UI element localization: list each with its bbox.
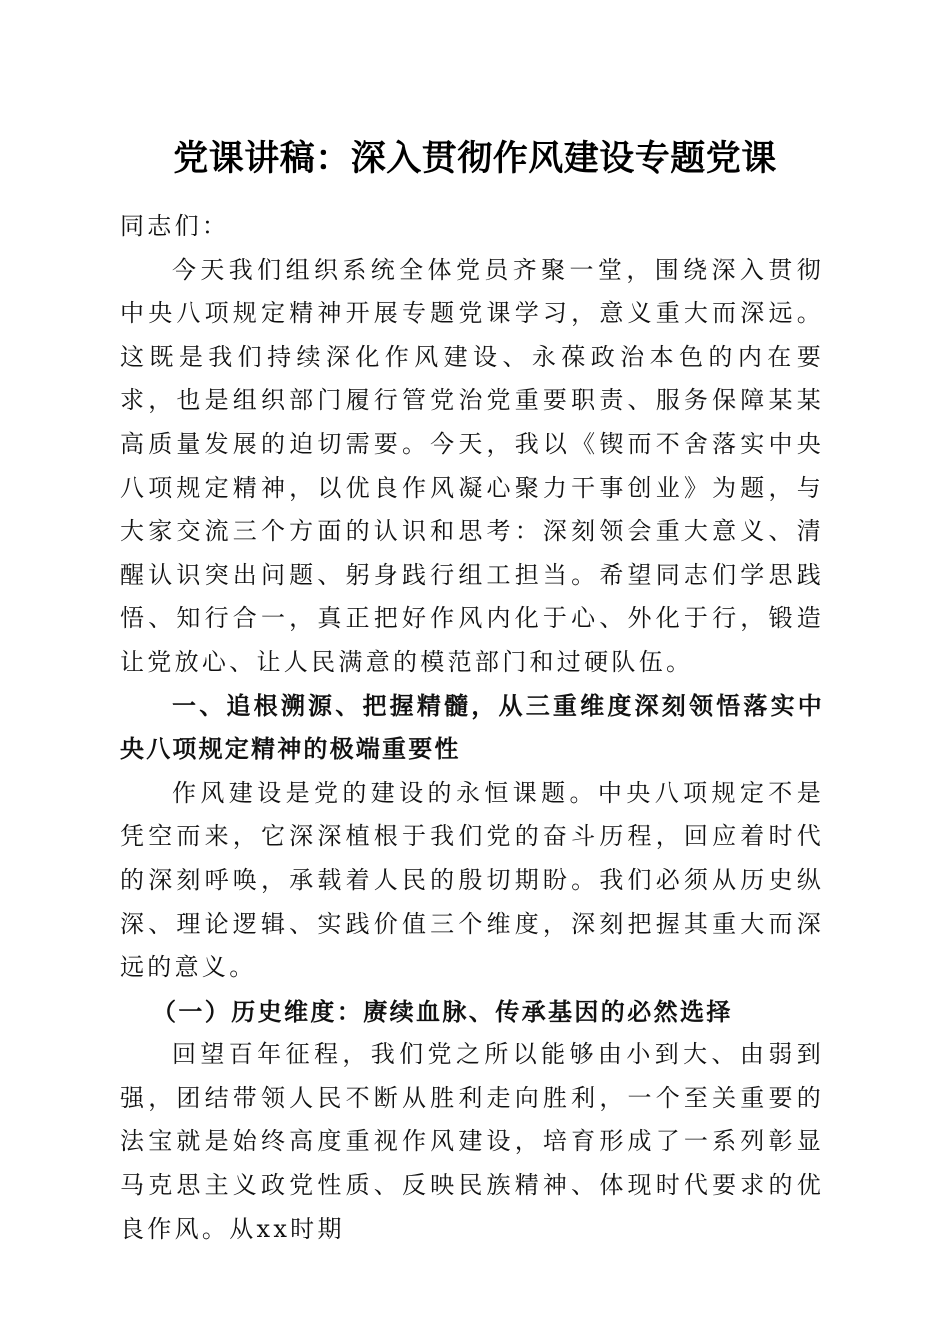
document-title: 党课讲稿：深入贯彻作风建设专题党课 [173,139,777,179]
salutation: 同志们： [120,212,230,240]
section-1-paragraph: 作风建设是党的建设的永恒课题。中央八项规定不是凭空而来，它深深植根于我们党的奋斗历程，回应着时代的深刻呼唤，承载着人民的殷切期盼。我们必须从历史纵深、理论逻辑、实践价值三个维度，深刻把握其重大而深远的意义。 [120,778,824,982]
section-heading-1: 一、追根溯源、把握精髓，从三重维度深刻领悟落实中央八项规定精神的极端重要性 [120,691,824,764]
document-body [120,205,824,1251]
subsection-1-paragraph: 回望百年征程，我们党之所以能够由小到大、由弱到强，团结带领人民不断从胜利走向胜利，一个至关重要的法宝就是始终高度重视作风建设，培育形成了一系列彰显马克思主义政党性质、反映民族精神、体现时代要求的优良作风。从xx时期 [120,1040,824,1243]
subsection-heading-1: （一）历史维度：赓续血脉、传承基因的必然选择 [152,996,733,1026]
intro-paragraph: 今天我们组织系统全体党员齐聚一堂，围绕深入贯彻中央八项规定精神开展专题党课学习，意义重大而深远。这既是我们持续深化作风建设、永葆政治本色的内在要求，也是组织部门履行管党治党重要职责、服务保障某某高质量发展的迫切需要。今天，我以《锲而不舍落实中央八项规定精神，以优良作风凝心聚力干事创业》为题，与大家交流三个方面的认识和思考：深刻领会重大意义、清醒认识突出问题、躬身践行组工担当。希望同志们学思践悟、知行合一，真正把好作风内化于心、外化于行，锻造让党放心、让人民满意的模范部门和过硬队伍。 [120,255,824,676]
